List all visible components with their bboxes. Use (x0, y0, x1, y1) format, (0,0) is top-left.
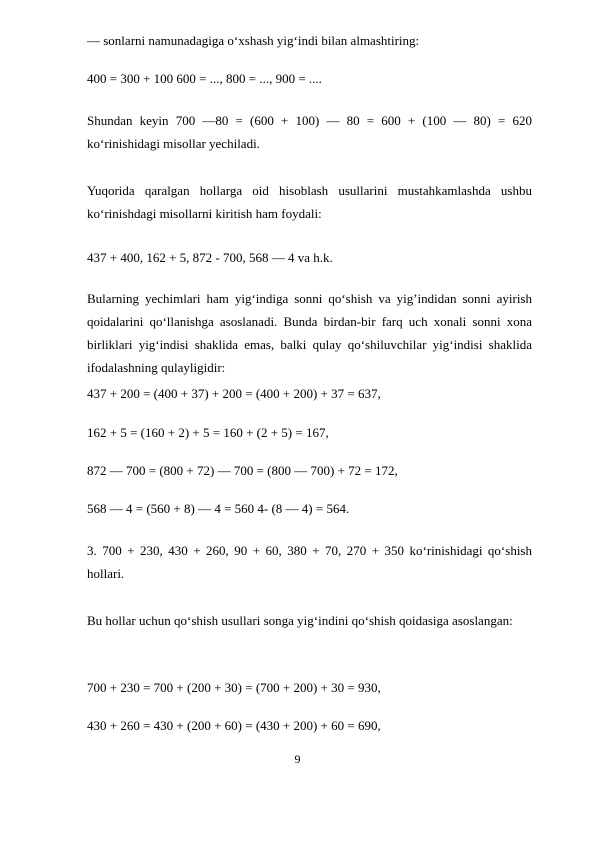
equation-line-4: 568 — 4 = (560 + 8) — 4 = 560 4- (8 — 4) = 564. (87, 501, 350, 516)
paragraph-exercise-list: 437 + 400, 162 + 5, 872 - 700, 568 — 4 va h.k. (87, 250, 333, 265)
paragraph-instruction: — sonlarni namunadagiga o‘xshash yig‘indi bilan almashtiring: (87, 33, 420, 48)
paragraph-subtraction-example: Shundan keyin 700 —80 = (600 + 100) — 80 = 600 + (100 — 80) = 620 ko‘rinishidagi misollar yechiladi. (87, 113, 532, 151)
equation-line-2: 162 + 5 = (160 + 2) + 5 = 160 + (2 + 5) = 167, (87, 425, 329, 440)
paragraph-addition-rule: Bu hollar uchun qo‘shish usullari songa yig‘indini qo‘shish qoidasiga asoslangan: (87, 613, 513, 628)
equation-line-3: 872 — 700 = (800 + 72) — 700 = (800 — 700) + 72 = 172, (87, 463, 398, 478)
paragraph-section-3: 3. 700 + 230, 430 + 260, 90 + 60, 380 + 70, 270 + 350 ko‘rinishidagi qo‘shish hollari. (87, 543, 532, 581)
equation-line-5: 700 + 230 = 700 + (200 + 30) = (700 + 200) + 30 = 930, (87, 680, 381, 695)
paragraph-explanation: Bularning yechimlari ham yig‘indiga sonni qo‘shish va yig’indidan sonni ayirish qoidalarini qo‘llanishga asoslanadi. Bunda birdan-bir farq uch xonali sonni xona birliklari yig‘indisi shaklida emas, balki qulay qo‘shiluvchilar yig‘indisi shaklida ifodalashning qulayligidir: (87, 291, 532, 375)
paragraph-reinforcement: Yuqorida qaralgan hollarga oid hisoblash usullarini mustahkamlashda ushbu ko‘rinishdagi misollarni kiritish ham foydali: (87, 183, 532, 221)
equation-line-1: 437 + 200 = (400 + 37) + 200 = (400 + 200) + 37 = 637, (87, 386, 381, 401)
paragraph-example-sums: 400 = 300 + 100 600 = ..., 800 = ..., 900 = .... (87, 71, 322, 86)
page-number: 9 (294, 752, 301, 766)
equation-line-6: 430 + 260 = 430 + (200 + 60) = (430 + 200) + 60 = 690, (87, 718, 381, 733)
